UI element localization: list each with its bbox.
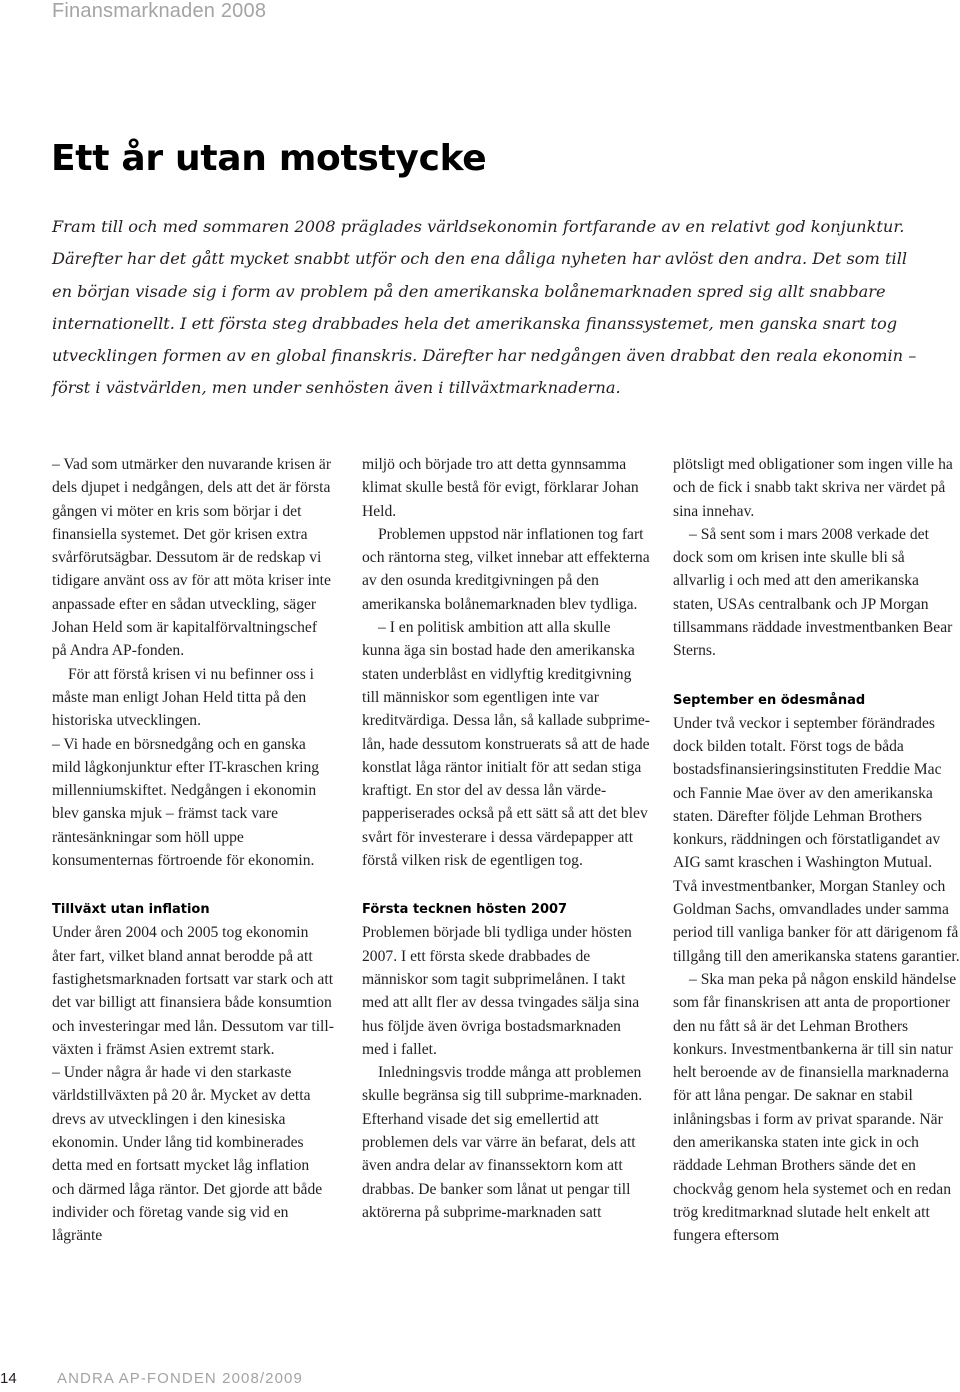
- subheading-tillvaxt: Tillväxt utan inflation: [52, 902, 210, 918]
- text-column-2: [362, 453, 650, 1224]
- paragraph: – Vad som utmärker den nuvarande krisen är dels djupet i nedgången, dels att det är första gången vi möter en kris som börjar i det finansiella systemet. Det gör krisen extra svårförutsägbar. Dessutom är de redskap vi tidigare använt oss av för att möta kriser inte anpassade efter en sådan utveckling, säger Johan Held som är kapitalförvaltningschef på Andra AP-fonden.: [52, 456, 332, 660]
- subheading-forsta-tecknen: Första tecknen hösten 2007: [362, 902, 568, 918]
- article-lede: Fram till och med sommaren 2008 präglades världsekonomin fortfarande av en relativt god konjunktur. Därefter har det gått mycket snabbt utför och den ena dåliga nyheten har avlöst den andra. Det som till en början visade sig i form av problem på den amerikanska bolånemarknaden spred sig allt snabbare internationellt. I ett första steg drabbades hela det amerikanska finanssystemet, men ganska snart tog utvecklingen formen av en global finanskris. Därefter har nedgången även drabbat den reala ekonomin – först i västvärlden, men under senhösten även i tillväxtmarknaderna.: [52, 217, 917, 398]
- footer-organization: ANDRA AP-FONDEN 2008/2009: [57, 1370, 303, 1387]
- paragraph: Under två veckor i september förändrades dock bilden totalt. Först togs de båda bostadsfinansieringsinstituten Freddie Mac och Fannie Mae över av den amerikanska staten. Därefter följde Lehman Brothers konkurs, räddningen och förstatligandet av AIG samt kraschen i Washington Mutual. Två investmentbanker, Morgan Stanley och Goldman Sachs, omvandlades under samma period till vanliga banker för att därigenom få tillgång till den amerikanska statens garantier.: [673, 714, 960, 965]
- subheading-september: September en ödesmånad: [673, 692, 866, 708]
- article-title: Ett år utan motstycke: [51, 138, 487, 179]
- text-column-1: [52, 453, 334, 1248]
- paragraph: plötsligt med obligationer som ingen ville ha och de fick i snabb takt skriva ner värdet på sina innehav.: [673, 456, 953, 520]
- paragraph: – Vi hade en börsnedgång och en ganska mild lågkonjunktur efter IT-kraschen kring millenniumskiftet. Nedgången i ekonomin blev ganska mjuk – främst tack vare räntesänkningar som höll uppe konsumenternas förtroende för ekonomin.: [52, 735, 320, 870]
- text-column-3: [673, 453, 960, 1248]
- paragraph: miljö och började tro att detta gynnsamma klimat skulle bestå för evigt, förklarar Johan Held.: [362, 456, 639, 520]
- paragraph: – Så sent som i mars 2008 verkade det dock som om krisen inte skulle bli så allvarlig i och med att den amerikanska staten, USAs centralbank och JP Morgan tillsammans räddade investmentbanken Bear Sterns.: [673, 525, 953, 660]
- section-label: Finansmarknaden 2008: [52, 0, 267, 22]
- paragraph: För att förstå krisen vi nu befinner oss i måste man enligt Johan Held titta på den historiska utvecklingen.: [52, 665, 314, 730]
- paragraph: Problemen uppstod när inflationen tog fart och räntorna steg, vilket innebar att effekterna av den osunda kreditgivningen på den amerikanska bolånemarknaden blev tydliga.: [362, 525, 650, 613]
- paragraph: Inledningsvis trodde många att problemen skulle begränsa sig till subprime-marknaden. Efterhand visade det sig emellertid att problemen dels var värre än befarat, dels att även andra delar av finanssektorn kom att drabbas. De banker som lånat ut pengar till aktörerna på subprime-marknaden satt: [362, 1064, 643, 1221]
- paragraph: – I en politisk ambition att alla skulle kunna äga sin bostad hade den amerikanska staten underblåst en vidlyftig kreditgivning till människor som egentligen inte var kreditvärdiga. Dessa lån, så kallade subprime-lån, hade dessutom konstruerats så att de hade konstlat låga räntor initialt för att sedan stiga kraftigt. En stor del av dessa lån värdepapperiserades också på ett sätt så att det blev svårt för investerare i dessa värdepapper att förstå vilken risk de egentligen tog.: [362, 619, 650, 870]
- paragraph: – Ska man peka på någon enskild händelse som får finanskrisen att anta de proportioner den nu fått så är det Lehman Brothers konkurs. Investmentbankerna är till sin natur helt beroende av de finansiella marknaderna för att låna pengar. De saknar en stabil inlåningsbas i form av privat sparande. När den amerikanska staten inte gick in och räddade Lehman Brothers sände det en chockvåg genom hela systemet och en redan trög kreditmarknad slutade helt enkelt att fungera eftersom: [673, 970, 957, 1245]
- page-number: 14: [0, 1370, 17, 1387]
- paragraph: – Under några år hade vi den starkaste världstillväxten på 20 år. Mycket av detta drevs av utvecklingen i den kinesiska ekonomin. Under lång tid kombinerades detta med en fortsatt mycket låg inflation och därmed låga räntor. Det gjorde att både individer och företag vande sig vid en lågränte: [52, 1064, 323, 1245]
- paragraph: Problemen började bli tydliga under hösten 2007. I ett första skede drabbades de människor som tagit subprimelånen. I takt med att allt fler av dessa tvingades sälja sina hus följde även övriga bostadsmarknaden med i fallet.: [362, 924, 640, 1058]
- paragraph: Under åren 2004 och 2005 tog ekonomin åter fart, vilket bland annat berodde på att fastighetsmarknaden fortsatt var stark och att det var billigt att finansiera både konsumtion och investeringar med lån. Dessutom var tillväxten i främst Asien extremt stark.: [52, 924, 334, 1058]
